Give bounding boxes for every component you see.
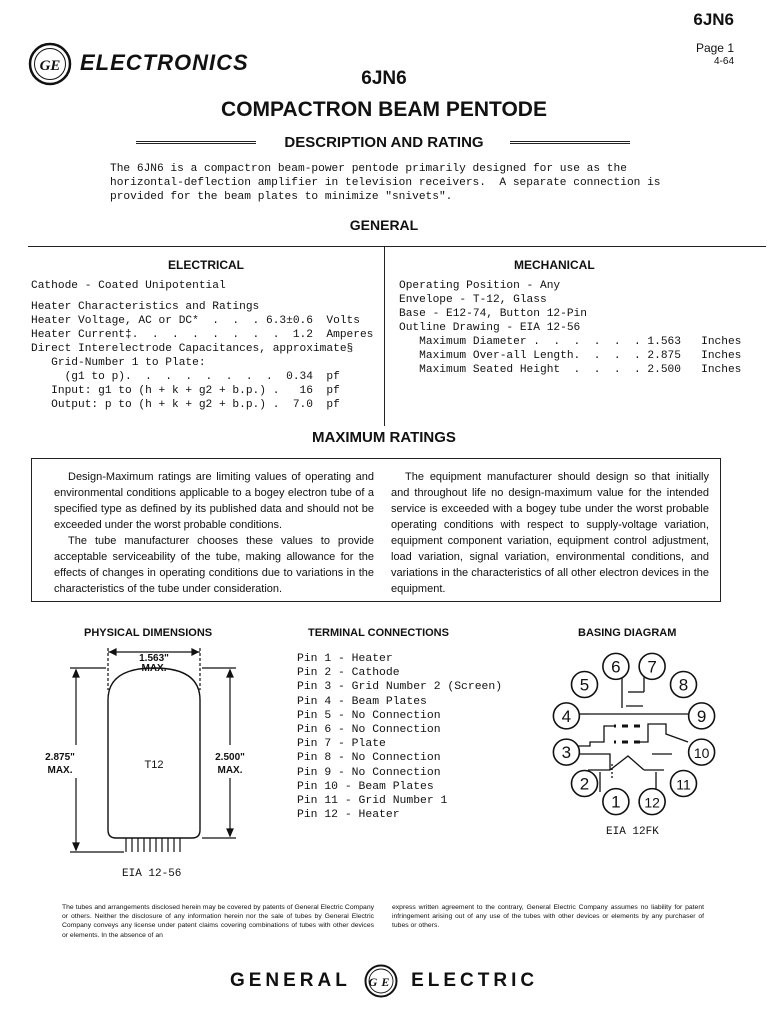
brand-name: ELECTRONICS bbox=[80, 50, 249, 75]
pin-item: Pin 9 - No Connection bbox=[297, 766, 441, 779]
section-heading-description: DESCRIPTION AND RATING bbox=[284, 134, 484, 151]
electrical-heading: ELECTRICAL bbox=[168, 258, 244, 272]
page-title: COMPACTRON BEAM PENTODE bbox=[221, 98, 547, 121]
basing-pin-number: 3 bbox=[561, 743, 572, 763]
basing-pin-number: 4 bbox=[561, 706, 572, 726]
spec-line: Base - E12-74, Button 12-Pin bbox=[399, 308, 587, 320]
pin-item: Pin 6 - No Connection bbox=[297, 724, 441, 737]
tube-outline-drawing bbox=[40, 640, 280, 870]
basing-pin-number: 9 bbox=[696, 706, 707, 726]
page-number: Page 1 bbox=[695, 41, 734, 55]
dim-seated: 2.500" bbox=[215, 752, 245, 763]
dim-overall-note: MAX. bbox=[47, 765, 73, 776]
pin-item: Pin 5 - No Connection bbox=[297, 709, 441, 722]
spec-line: Direct Interelectrode Capacitances, approximate§ bbox=[31, 343, 354, 355]
ratings-left-column bbox=[54, 469, 374, 597]
ratings-paragraph: The equipment manufacturer should design so that initially and throughout life no design-maximum value for the intended service is exceeded with a bogey tube under the worst probable operating conditions with respect to supply-voltage variation, equipment component variation, equipment control adjustment, load variation, signal variation, environmental conditions, and variations in the characteristics of all other electron devices in the equipment. bbox=[391, 471, 709, 595]
spec-line: (g1 to p). . . . . . . . 0.34 pf bbox=[31, 371, 340, 383]
tube-id: 6JN6 bbox=[693, 10, 734, 29]
spec-line: Input: g1 to (h + k + g2 + b.p.) . 16 pf bbox=[31, 385, 340, 397]
spec-line: Maximum Diameter . . . . . . 1.563 Inches bbox=[399, 336, 742, 348]
envelope-label: T12 bbox=[144, 759, 164, 771]
basing-pin-number: 6 bbox=[611, 657, 621, 677]
basing-pin-number: 1 bbox=[611, 792, 621, 812]
section-heading-maximum-ratings: MAXIMUM RATINGS bbox=[312, 429, 456, 446]
basing-pin-number: 8 bbox=[678, 675, 689, 695]
dim-seated-note: MAX. bbox=[217, 765, 243, 776]
physical-dimensions-heading: PHYSICAL DIMENSIONS bbox=[84, 627, 213, 639]
basing-pin-number: 2 bbox=[579, 774, 590, 794]
spec-line: Outline Drawing - EIA 12-56 bbox=[399, 322, 581, 334]
general-column-divider bbox=[384, 246, 385, 426]
section-heading-general: GENERAL bbox=[349, 217, 419, 233]
pin-item: Pin 7 - Plate bbox=[297, 738, 386, 751]
spec-line: Maximum Seated Height . . . . 2.500 Inches bbox=[399, 364, 742, 376]
ge-footer-logo-icon bbox=[364, 964, 398, 998]
ratings-paragraph: Design-Maximum ratings are limiting values of operating and environmental conditions applicable to a bogey electron tube of a specified type as defined by its published data and should not be exceeded under the worst probable conditions. bbox=[54, 471, 374, 531]
pin-item: Pin 8 - No Connection bbox=[297, 752, 441, 765]
spec-line: Grid-Number 1 to Plate: bbox=[31, 357, 206, 369]
patent-footnote-left: The tubes and arrangements disclosed herein may be covered by patents of General Electric Company or others. Neither the disclosure of any information herein nor the sale of tubes by General Electric Company conveys any license under patent claims covering combinations of tubes with other devices or elements. In the absence of an bbox=[62, 904, 374, 939]
spec-line: Maximum Over-all Length. . . . 2.875 Inches bbox=[399, 350, 742, 362]
pin-list bbox=[297, 652, 502, 822]
ge-logo-letters: GE bbox=[39, 58, 61, 74]
date-code: 4-64 bbox=[713, 56, 734, 67]
dim-diameter: 1.563" bbox=[139, 653, 169, 664]
footer-brand bbox=[0, 964, 768, 998]
basing-pin-number: 12 bbox=[644, 794, 660, 811]
pin-item: Pin 10 - Beam Plates bbox=[297, 780, 434, 793]
ratings-right-column bbox=[391, 469, 709, 597]
general-divider bbox=[28, 246, 766, 247]
pin-item: Pin 11 - Grid Number 1 bbox=[297, 795, 448, 808]
electrical-specs bbox=[31, 279, 373, 412]
outline-drawing-code: EIA 12-56 bbox=[122, 868, 182, 880]
spec-line: Heater Characteristics and Ratings bbox=[31, 301, 260, 313]
spec-line: Heater Voltage, AC or DC* . . . 6.3±0.6 Volts bbox=[31, 315, 360, 327]
pin-item: Pin 3 - Grid Number 2 (Screen) bbox=[297, 681, 503, 694]
basing-diagram-heading: BASING DIAGRAM bbox=[578, 627, 677, 639]
pin-item: Pin 4 - Beam Plates bbox=[297, 695, 427, 708]
spec-line: Envelope - T-12, Glass bbox=[399, 294, 547, 306]
footer-general: GENERAL bbox=[229, 970, 351, 992]
mechanical-specs bbox=[399, 279, 741, 377]
footer-electric: ELECTRIC bbox=[411, 970, 539, 992]
spec-line: Heater Current‡. . . . . . . . 1.2 Amperes bbox=[31, 329, 374, 341]
basing-pin-number: 7 bbox=[647, 657, 657, 677]
pin-circles bbox=[553, 653, 714, 814]
divider-right bbox=[510, 141, 630, 144]
basing-code: EIA 12FK bbox=[606, 826, 659, 838]
ratings-paragraph: The tube manufacturer chooses these values to provide acceptable serviceability of the tube, making allowance for the effects of changes in operating conditions due to variations in the characteristics of the tube under consideration. bbox=[54, 535, 374, 595]
dim-diameter-note: MAX. bbox=[141, 663, 167, 674]
maximum-ratings-box bbox=[31, 458, 721, 602]
spec-line: Operating Position - Any bbox=[399, 280, 561, 292]
ge-footer-logo-letters: GE bbox=[368, 975, 394, 989]
basing-diagram bbox=[548, 646, 720, 818]
basing-pin-number: 11 bbox=[676, 776, 691, 793]
dim-overall: 2.875" bbox=[45, 752, 75, 763]
pin-item: Pin 1 - Heater bbox=[297, 653, 393, 665]
title-tube-type: 6JN6 bbox=[361, 68, 407, 89]
description-text: The 6JN6 is a compactron beam-power pentode primarily designed for use as the horizontal-deflection amplifier in television receivers. A separate connection is provided for the beam plates to minimize "snivets". bbox=[110, 163, 661, 203]
basing-pin-number: 5 bbox=[579, 675, 590, 695]
spec-line bbox=[31, 293, 373, 300]
terminal-connections-heading: TERMINAL CONNECTIONS bbox=[308, 627, 449, 639]
basing-pin-number: 10 bbox=[693, 745, 710, 762]
spec-line: Cathode - Coated Unipotential bbox=[31, 280, 226, 292]
pin-item: Pin 2 - Cathode bbox=[297, 667, 400, 680]
patent-footnote-right: express written agreement to the contrary, General Electric Company assumes no liability for patent infringement arising out of any use of the tubes with other devices or elements by any purchaser of tubes or others. bbox=[392, 904, 704, 930]
spec-line: Output: p to (h + k + g2 + b.p.) . 7.0 pf bbox=[31, 399, 340, 411]
mechanical-heading: MECHANICAL bbox=[514, 258, 595, 272]
pin-item: Pin 12 - Heater bbox=[297, 809, 400, 822]
